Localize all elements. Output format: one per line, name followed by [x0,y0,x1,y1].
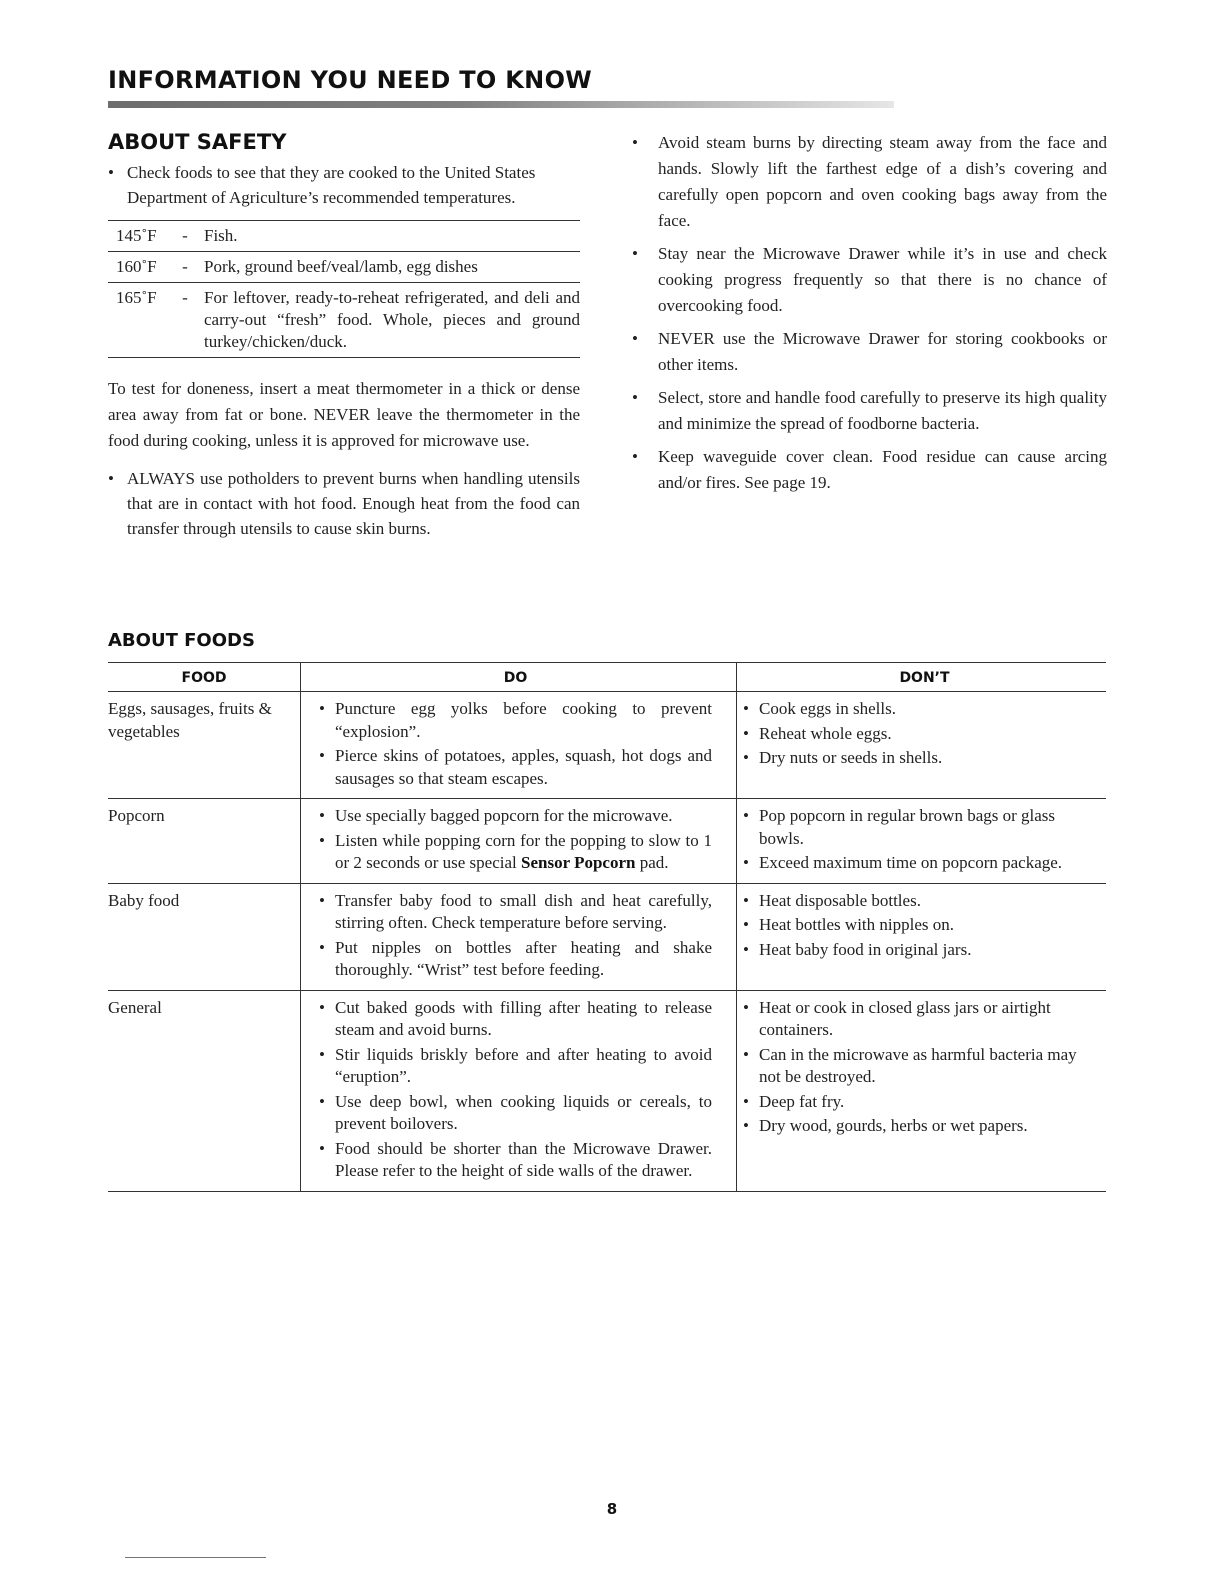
page-title: INFORMATION YOU NEED TO KNOW [108,66,593,94]
dont-item: • Heat or cook in closed glass jars or airtight containers. [743,997,1100,1042]
footer-rule [125,1557,266,1558]
dont-item: • Heat disposable bottles. [743,890,1100,913]
temperature-dash: - [182,257,188,276]
column-header-dont: DON’T [737,663,1107,692]
do-item: • Puncture egg yolks before cooking to prevent “explosion”. [319,698,712,743]
column-header-do: DO [301,663,737,692]
dont-item: • Heat baby food in original jars. [743,939,1100,962]
about-safety-title: ABOUT SAFETY [108,130,287,154]
safety-intro-list [108,160,580,210]
safety-bullet-list [632,130,1107,496]
table-row [108,883,1106,990]
do-item-text-suffix: pad. [639,853,669,872]
dont-item: • Heat bottles with nipples on. [743,914,1100,937]
safety-bullet: • Stay near the Microwave Drawer while it’s in use and check cooking progress frequently so that there is no chance of overcooking food. [632,241,1107,319]
temperature-dash: - [182,226,188,245]
dont-item: • Dry wood, gourds, herbs or wet papers. [743,1115,1100,1138]
dont-item: • Pop popcorn in regular brown bags or glass bowls. [743,805,1100,850]
doneness-paragraph: To test for doneness, insert a meat thermometer in a thick or dense area away from fat or bone. NEVER leave the thermometer in the food during cooking, unless it is approved for microwave use. [108,379,580,450]
foods-table [108,662,1106,1192]
do-item: • Use specially bagged popcorn for the microwave. [319,805,712,828]
do-cell [301,990,737,1191]
temperature-description: Fish. [204,226,238,245]
about-safety-left-column [108,130,580,541]
do-item: • Use deep bowl, when cooking liquids or cereals, to prevent boilovers. [319,1091,712,1136]
dont-item: • Exceed maximum time on popcorn package. [743,852,1100,875]
safety-bullet: • NEVER use the Microwave Drawer for storing cookbooks or other items. [632,326,1107,378]
do-item-text: Listen while popping corn for the popping to slow to 1 or 2 seconds or use special [335,830,712,872]
do-item [319,830,712,875]
temperature-value: 145˚F [116,226,157,245]
temperature-row [108,283,580,358]
do-item: • Stir liquids briskly before and after heating to avoid “eruption”. [319,1044,712,1089]
food-cell: Eggs, sausages, fruits & vegetables [108,692,301,799]
title-rule [108,101,894,108]
potholder-list [108,466,580,541]
safety-intro-bullet: • Check foods to see that they are cooked to the United States Department of Agriculture’s recommended temperatures. [108,160,580,210]
food-cell: Baby food [108,883,301,990]
about-foods-title: ABOUT FOODS [108,630,255,651]
dont-cell [737,883,1107,990]
temperature-row [108,221,580,252]
dont-item: • Cook eggs in shells. [743,698,1100,721]
temperature-row [108,252,580,283]
do-item: • Transfer baby food to small dish and heat carefully, stirring often. Check temperature before serving. [319,890,712,935]
food-cell: Popcorn [108,799,301,884]
food-cell: General [108,990,301,1191]
do-item: • Cut baked goods with filling after heating to release steam and avoid burns. [319,997,712,1042]
potholder-bullet: • ALWAYS use potholders to prevent burns when handling utensils that are in contact with hot food. Enough heat from the food can transfer through utensils to cause skin burns. [108,466,580,541]
do-cell [301,883,737,990]
do-item: • Put nipples on bottles after heating and shake thoroughly. “Wrist” test before feeding. [319,937,712,982]
foods-header-row [108,663,1106,692]
safety-bullet: • Select, store and handle food carefully to preserve its high quality and minimize the spread of foodborne bacteria. [632,385,1107,437]
do-item: • Food should be shorter than the Microwave Drawer. Please refer to the height of side walls of the drawer. [319,1138,712,1183]
dont-cell [737,990,1107,1191]
dont-cell [737,799,1107,884]
dont-item: • Can in the microwave as harmful bacteria may not be destroyed. [743,1044,1100,1089]
sensor-popcorn-pad-label: Sensor Popcorn [521,853,636,872]
temperature-description: For leftover, ready-to-reheat refrigerated, and deli and carry-out “fresh” food. Whole, pieces and ground turkey/chicken/duck. [204,288,580,351]
temperature-table [108,220,580,358]
do-cell [301,692,737,799]
safety-bullet: • Avoid steam burns by directing steam away from the face and hands. Slowly lift the farthest edge of a dish’s covering and carefully open popcorn and oven cooking bags away from the face. [632,130,1107,234]
temperature-dash: - [182,288,188,307]
temperature-value: 165˚F [116,288,157,307]
dont-item: • Deep fat fry. [743,1091,1100,1114]
table-row [108,799,1106,884]
about-safety-right-column [632,130,1107,503]
page-number: 8 [606,1500,618,1518]
dont-cell [737,692,1107,799]
dont-item: • Dry nuts or seeds in shells. [743,747,1100,770]
table-row [108,990,1106,1191]
temperature-description: Pork, ground beef/veal/lamb, egg dishes [204,257,478,276]
temperature-value: 160˚F [116,257,157,276]
safety-bullet: • Keep waveguide cover clean. Food residue can cause arcing and/or fires. See page 19. [632,444,1107,496]
table-row [108,692,1106,799]
dont-item: • Reheat whole eggs. [743,723,1100,746]
column-header-food: FOOD [108,663,301,692]
do-item: • Pierce skins of potatoes, apples, squash, hot dogs and sausages so that steam escapes. [319,745,712,790]
do-cell [301,799,737,884]
